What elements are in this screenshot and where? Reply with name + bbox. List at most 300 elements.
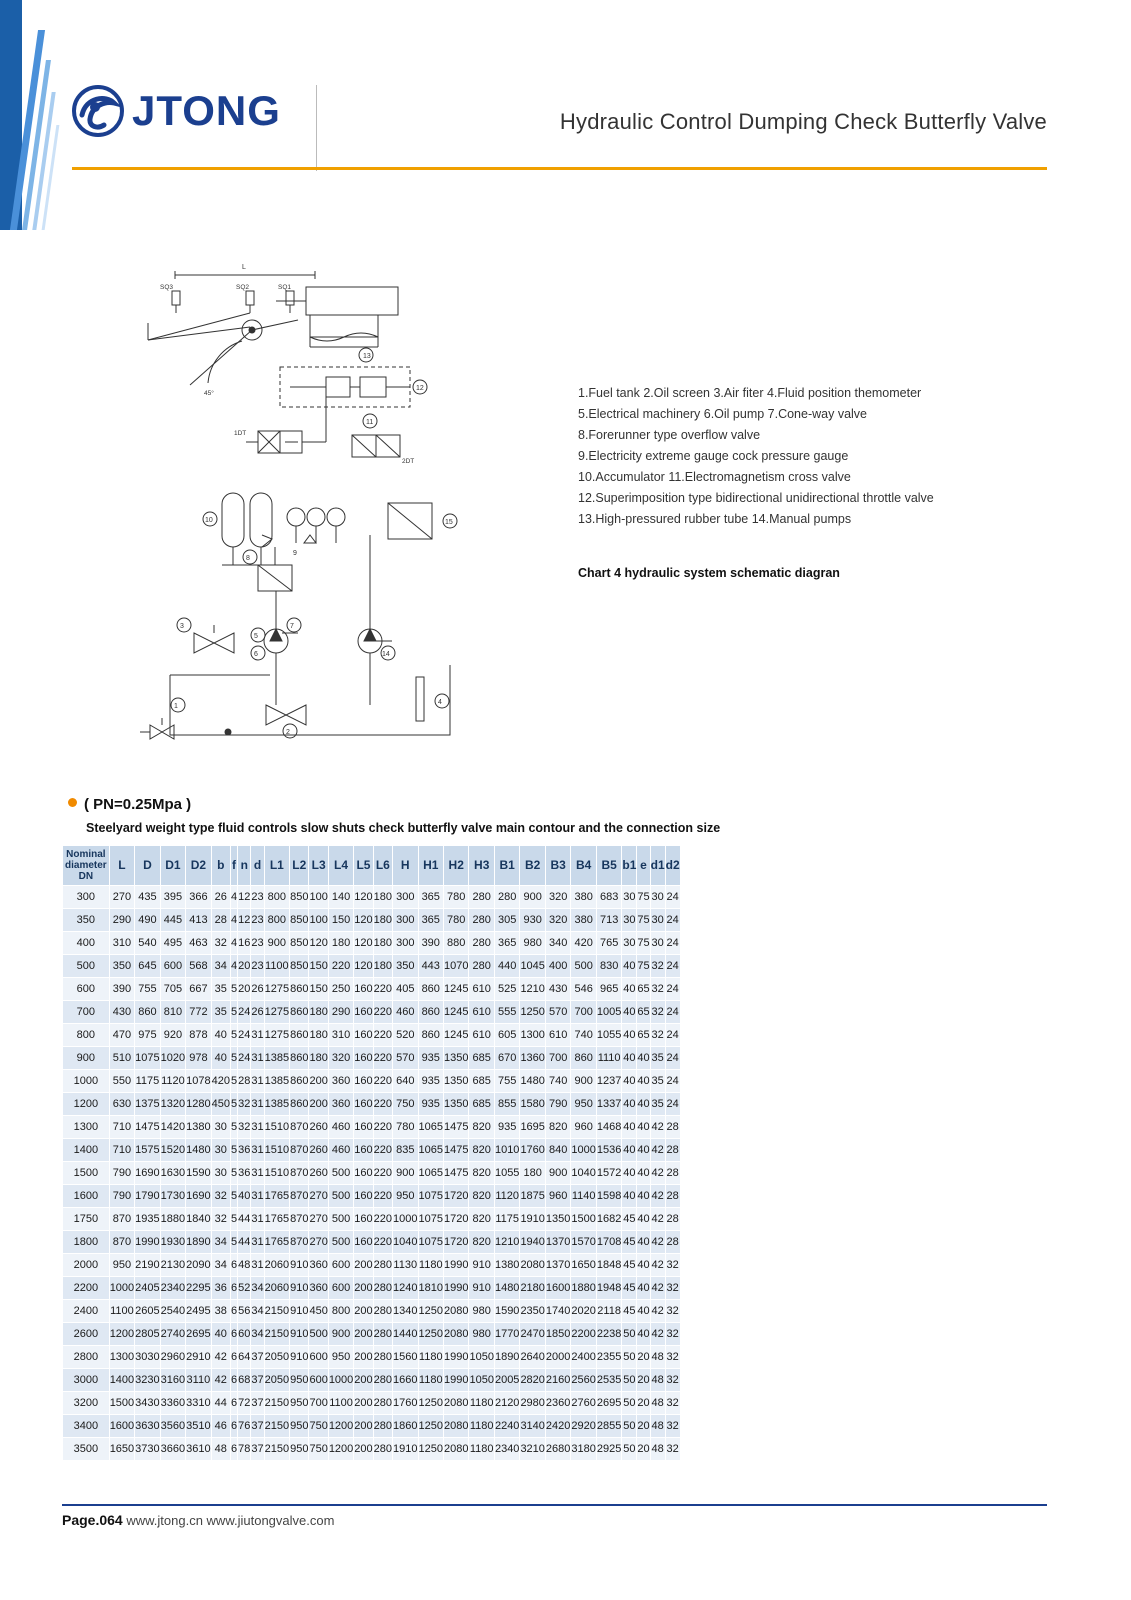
table-cell-dn: 2600 xyxy=(63,1323,110,1346)
table-cell: 280 xyxy=(469,955,494,978)
table-cell: 1385 xyxy=(264,1093,289,1116)
table-cell: 900 xyxy=(393,1162,418,1185)
table-cell: 200 xyxy=(354,1369,373,1392)
table-cell: 755 xyxy=(135,978,160,1001)
table-cell: 30 xyxy=(650,886,665,909)
table-cell: 365 xyxy=(418,886,443,909)
table-cell: 45 xyxy=(622,1277,637,1300)
table-header-cell: L xyxy=(109,846,134,886)
table-cell: 32 xyxy=(238,1093,251,1116)
table-cell-dn: 1200 xyxy=(63,1093,110,1116)
table-cell: 2980 xyxy=(520,1392,545,1415)
table-cell: 31 xyxy=(251,1208,264,1231)
table-cell: 40 xyxy=(637,1139,650,1162)
table-cell: 2340 xyxy=(494,1438,519,1461)
table-cell: 870 xyxy=(290,1231,309,1254)
table-cell: 935 xyxy=(418,1093,443,1116)
footer-websites: www.jtong.cn www.jiutongvalve.com xyxy=(126,1513,335,1528)
table-cell: 23 xyxy=(251,909,264,932)
table-cell: 830 xyxy=(596,955,621,978)
table-cell-dn: 1400 xyxy=(63,1139,110,1162)
svg-text:15: 15 xyxy=(445,519,453,526)
table-cell: 780 xyxy=(443,886,468,909)
table-cell: 35 xyxy=(650,1047,665,1070)
table-header-cell: d1 xyxy=(650,846,665,886)
table-cell: 605 xyxy=(494,1024,519,1047)
table-cell: 42 xyxy=(650,1254,665,1277)
table-cell: 31 xyxy=(251,1070,264,1093)
table-cell: 48 xyxy=(650,1438,665,1461)
table-cell: 160 xyxy=(354,978,373,1001)
table-cell: 790 xyxy=(109,1185,134,1208)
table-header-cell: b1 xyxy=(622,846,637,886)
table-cell: 1790 xyxy=(135,1185,160,1208)
table-cell: 405 xyxy=(393,978,418,1001)
table-cell: 40 xyxy=(637,1047,650,1070)
table-row xyxy=(63,1254,681,1277)
table-cell: 1100 xyxy=(328,1392,353,1415)
table-cell: 37 xyxy=(251,1346,264,1369)
table-cell: 28 xyxy=(211,909,230,932)
table-header-cell: D xyxy=(135,846,160,886)
table-cell: 34 xyxy=(211,1254,230,1277)
table-cell: 1120 xyxy=(160,1070,185,1093)
table-cell: 6 xyxy=(230,1323,237,1346)
table-cell: 42 xyxy=(211,1369,230,1392)
svg-text:3: 3 xyxy=(180,623,184,630)
table-cell: 850 xyxy=(290,886,309,909)
table-cell: 1130 xyxy=(393,1254,418,1277)
table-cell: 4 xyxy=(230,909,237,932)
table-cell: 1480 xyxy=(520,1070,545,1093)
table-cell: 1385 xyxy=(264,1047,289,1070)
table-cell: 72 xyxy=(238,1392,251,1415)
legend-line-6: 12.Superimposition type bidirectional unidirectional throttle valve xyxy=(578,491,934,505)
table-cell: 1350 xyxy=(443,1093,468,1116)
table-cell: 320 xyxy=(328,1047,353,1070)
table-cell: 2360 xyxy=(545,1392,570,1415)
table-cell: 1500 xyxy=(571,1208,596,1231)
table-cell: 950 xyxy=(290,1438,309,1461)
table-cell: 2190 xyxy=(135,1254,160,1277)
table-cell: 42 xyxy=(650,1185,665,1208)
table-cell: 48 xyxy=(650,1346,665,1369)
table-cell: 5 xyxy=(230,1024,237,1047)
table-cell: 683 xyxy=(596,886,621,909)
table-cell: 30 xyxy=(622,932,637,955)
table-cell: 20 xyxy=(238,955,251,978)
table-cell: 35 xyxy=(211,978,230,1001)
table-cell: 900 xyxy=(571,1070,596,1093)
table-cell: 5 xyxy=(230,1139,237,1162)
table-cell: 1050 xyxy=(469,1346,494,1369)
table-cell: 24 xyxy=(238,1001,251,1024)
table-cell-dn: 2200 xyxy=(63,1277,110,1300)
table-cell: 1180 xyxy=(469,1415,494,1438)
table-cell: 1200 xyxy=(109,1323,134,1346)
table-header-cell: D2 xyxy=(186,846,211,886)
table-cell: 395 xyxy=(160,886,185,909)
table-cell: 2150 xyxy=(264,1323,289,1346)
table-cell: 850 xyxy=(290,909,309,932)
table-cell: 20 xyxy=(637,1415,650,1438)
table-cell: 840 xyxy=(545,1139,570,1162)
table-cell: 78 xyxy=(238,1438,251,1461)
table-cell-dn: 2800 xyxy=(63,1346,110,1369)
svg-text:13: 13 xyxy=(363,353,371,360)
table-cell: 40 xyxy=(211,1047,230,1070)
table-cell: 50 xyxy=(622,1392,637,1415)
table-cell: 34 xyxy=(251,1323,264,1346)
table-cell: 2680 xyxy=(545,1438,570,1461)
table-cell-dn: 700 xyxy=(63,1001,110,1024)
table-cell: 2160 xyxy=(545,1369,570,1392)
table-cell: 870 xyxy=(290,1162,309,1185)
table-cell: 700 xyxy=(545,1047,570,1070)
table-cell: 2295 xyxy=(186,1277,211,1300)
table-cell: 1075 xyxy=(418,1185,443,1208)
table-cell: 40 xyxy=(211,1323,230,1346)
table-cell: 3560 xyxy=(160,1415,185,1438)
table-cell: 1695 xyxy=(520,1116,545,1139)
table-cell: 1210 xyxy=(520,978,545,1001)
page-footer xyxy=(62,1512,334,1528)
table-cell: 870 xyxy=(109,1208,134,1231)
table-cell: 430 xyxy=(545,978,570,1001)
table-cell: 420 xyxy=(571,932,596,955)
table-cell: 4 xyxy=(230,932,237,955)
table-cell: 540 xyxy=(135,932,160,955)
table-cell: 1245 xyxy=(443,1001,468,1024)
table-cell: 2090 xyxy=(186,1254,211,1277)
svg-text:14: 14 xyxy=(382,651,390,658)
table-cell: 600 xyxy=(309,1369,328,1392)
table-cell: 960 xyxy=(571,1116,596,1139)
table-cell: 950 xyxy=(290,1392,309,1415)
table-cell: 220 xyxy=(373,1001,392,1024)
table-cell: 38 xyxy=(211,1300,230,1323)
table-cell: 800 xyxy=(328,1300,353,1323)
table-cell-dn: 1800 xyxy=(63,1231,110,1254)
table-cell: 1075 xyxy=(418,1231,443,1254)
table-cell: 35 xyxy=(650,1070,665,1093)
table-cell: 220 xyxy=(373,1093,392,1116)
table-cell: 1180 xyxy=(418,1369,443,1392)
table-cell: 300 xyxy=(393,932,418,955)
table-cell: 270 xyxy=(109,886,134,909)
table-cell: 860 xyxy=(290,1001,309,1024)
table-cell: 24 xyxy=(238,1024,251,1047)
table-cell: 935 xyxy=(494,1116,519,1139)
table-cell: 40 xyxy=(637,1162,650,1185)
table-cell: 350 xyxy=(393,955,418,978)
table-cell: 3230 xyxy=(135,1369,160,1392)
table-header-cell: n xyxy=(238,846,251,886)
table-cell: 500 xyxy=(571,955,596,978)
table-cell: 670 xyxy=(494,1047,519,1070)
table-cell: 270 xyxy=(309,1231,328,1254)
table-cell: 2050 xyxy=(264,1369,289,1392)
table-cell: 76 xyxy=(238,1415,251,1438)
table-cell: 1180 xyxy=(469,1392,494,1415)
table-cell: 200 xyxy=(354,1346,373,1369)
table-cell: 500 xyxy=(328,1208,353,1231)
svg-text:9: 9 xyxy=(293,550,297,557)
table-cell: 140 xyxy=(328,886,353,909)
table-cell: 750 xyxy=(393,1093,418,1116)
table-cell: 2000 xyxy=(545,1346,570,1369)
svg-text:SQ3: SQ3 xyxy=(160,284,174,291)
table-cell: 1475 xyxy=(443,1162,468,1185)
table-cell: 2695 xyxy=(186,1323,211,1346)
table-row xyxy=(63,909,681,932)
table-cell: 1385 xyxy=(264,1070,289,1093)
table-cell: 31 xyxy=(251,1185,264,1208)
table-cell: 3660 xyxy=(160,1438,185,1461)
table-cell: 2060 xyxy=(264,1254,289,1277)
table-cell: 640 xyxy=(393,1070,418,1093)
table-cell: 26 xyxy=(251,978,264,1001)
diagram-legend xyxy=(578,383,1048,530)
table-cell: 960 xyxy=(545,1185,570,1208)
table-cell: 1370 xyxy=(545,1254,570,1277)
table-cell: 26 xyxy=(211,886,230,909)
table-cell: 20 xyxy=(637,1369,650,1392)
table-cell: 750 xyxy=(309,1415,328,1438)
table-cell: 1005 xyxy=(596,1001,621,1024)
svg-text:10: 10 xyxy=(205,517,213,524)
table-header-cell: D1 xyxy=(160,846,185,886)
table-cell: 1935 xyxy=(135,1208,160,1231)
table-cell-dn: 300 xyxy=(63,886,110,909)
table-cell: 40 xyxy=(637,1277,650,1300)
table-cell: 36 xyxy=(238,1162,251,1185)
table-cell: 180 xyxy=(373,932,392,955)
table-cell: 800 xyxy=(264,886,289,909)
table-cell: 1810 xyxy=(418,1277,443,1300)
table-cell: 28 xyxy=(665,1116,680,1139)
table-cell: 740 xyxy=(571,1024,596,1047)
table-cell: 260 xyxy=(309,1162,328,1185)
table-cell: 413 xyxy=(186,909,211,932)
table-cell: 1880 xyxy=(571,1277,596,1300)
table-cell-dn: 1300 xyxy=(63,1116,110,1139)
svg-text:1DT: 1DT xyxy=(234,430,247,437)
table-cell: 1740 xyxy=(545,1300,570,1323)
table-cell: 290 xyxy=(328,1001,353,1024)
table-header-cell: B2 xyxy=(520,846,545,886)
table-cell: 1350 xyxy=(443,1070,468,1093)
table-cell: 1440 xyxy=(393,1323,418,1346)
table-cell: 40 xyxy=(622,955,637,978)
table-cell: 37 xyxy=(251,1392,264,1415)
table-cell: 400 xyxy=(545,955,570,978)
table-cell: 32 xyxy=(238,1116,251,1139)
table-cell: 366 xyxy=(186,886,211,909)
table-cell: 32 xyxy=(650,1001,665,1024)
table-cell: 1275 xyxy=(264,1001,289,1024)
table-cell: 1660 xyxy=(393,1369,418,1392)
table-cell: 280 xyxy=(373,1323,392,1346)
table-cell: 390 xyxy=(418,932,443,955)
table-cell-dn: 800 xyxy=(63,1024,110,1047)
table-cell: 1468 xyxy=(596,1116,621,1139)
table-cell: 1050 xyxy=(469,1369,494,1392)
table-cell: 42 xyxy=(650,1277,665,1300)
table-cell: 835 xyxy=(393,1139,418,1162)
table-cell: 2535 xyxy=(596,1369,621,1392)
table-cell: 2150 xyxy=(264,1300,289,1323)
table-cell: 40 xyxy=(637,1231,650,1254)
table-cell: 40 xyxy=(622,1139,637,1162)
table-cell: 2150 xyxy=(264,1392,289,1415)
table-cell: 180 xyxy=(309,1001,328,1024)
table-cell: 180 xyxy=(520,1162,545,1185)
table-cell: 1055 xyxy=(596,1024,621,1047)
table-cell: 2560 xyxy=(571,1369,596,1392)
table-cell: 3360 xyxy=(160,1392,185,1415)
table-cell: 31 xyxy=(251,1139,264,1162)
table-cell: 950 xyxy=(109,1254,134,1277)
table-cell: 120 xyxy=(354,886,373,909)
table-cell: 1510 xyxy=(264,1162,289,1185)
table-cell: 32 xyxy=(211,1208,230,1231)
table-cell: 855 xyxy=(494,1093,519,1116)
table-cell: 23 xyxy=(251,955,264,978)
table-cell: 820 xyxy=(469,1116,494,1139)
table-cell: 1000 xyxy=(393,1208,418,1231)
table-header-row xyxy=(63,846,681,886)
table-cell: 910 xyxy=(290,1323,309,1346)
table-cell: 1360 xyxy=(520,1047,545,1070)
table-cell: 180 xyxy=(373,909,392,932)
table-cell: 28 xyxy=(665,1231,680,1254)
table-cell: 42 xyxy=(650,1162,665,1185)
table-cell: 2005 xyxy=(494,1369,519,1392)
table-cell: 980 xyxy=(469,1300,494,1323)
table-cell: 755 xyxy=(494,1070,519,1093)
table-cell: 2200 xyxy=(571,1323,596,1346)
table-cell: 100 xyxy=(309,886,328,909)
table-cell: 710 xyxy=(109,1116,134,1139)
table-cell: 180 xyxy=(373,955,392,978)
table-cell: 2855 xyxy=(596,1415,621,1438)
table-cell: 220 xyxy=(373,1162,392,1185)
table-cell: 1380 xyxy=(186,1116,211,1139)
table-row xyxy=(63,1369,681,1392)
table-cell: 390 xyxy=(109,978,134,1001)
table-cell: 1682 xyxy=(596,1208,621,1231)
table-cell: 1720 xyxy=(443,1208,468,1231)
table-cell: 280 xyxy=(373,1415,392,1438)
table-cell: 1140 xyxy=(571,1185,596,1208)
table-row xyxy=(63,932,681,955)
table-cell: 31 xyxy=(251,1162,264,1185)
table-cell: 28 xyxy=(665,1208,680,1231)
table-cell: 1245 xyxy=(443,1024,468,1047)
section-title xyxy=(68,796,191,813)
table-cell: 37 xyxy=(251,1438,264,1461)
table-cell: 500 xyxy=(328,1231,353,1254)
table-cell: 1000 xyxy=(109,1277,134,1300)
table-cell: 1120 xyxy=(494,1185,519,1208)
table-cell: 360 xyxy=(309,1254,328,1277)
table-cell: 1380 xyxy=(494,1254,519,1277)
table-cell: 490 xyxy=(135,909,160,932)
table-cell: 870 xyxy=(290,1185,309,1208)
table-cell: 568 xyxy=(186,955,211,978)
table-row xyxy=(63,1346,681,1369)
table-cell: 40 xyxy=(637,1323,650,1346)
table-cell: 280 xyxy=(373,1346,392,1369)
table-cell: 5 xyxy=(230,1047,237,1070)
table-cell: 1300 xyxy=(520,1024,545,1047)
table-cell: 790 xyxy=(109,1162,134,1185)
table-cell: 48 xyxy=(238,1254,251,1277)
table-header-cell: d xyxy=(251,846,264,886)
table-cell: 1850 xyxy=(545,1323,570,1346)
table-cell: 120 xyxy=(309,932,328,955)
table-row xyxy=(63,1001,681,1024)
table-cell: 772 xyxy=(186,1001,211,1024)
table-cell: 1590 xyxy=(494,1300,519,1323)
dimension-table xyxy=(62,845,681,1461)
table-header-cell: d2 xyxy=(665,846,680,886)
table-cell: 570 xyxy=(393,1047,418,1070)
table-cell: 965 xyxy=(596,978,621,1001)
table-cell: 1848 xyxy=(596,1254,621,1277)
table-cell: 1420 xyxy=(160,1116,185,1139)
table-cell: 37 xyxy=(251,1369,264,1392)
table-cell: 75 xyxy=(637,955,650,978)
table-cell: 880 xyxy=(443,932,468,955)
table-cell: 40 xyxy=(637,1300,650,1323)
legend-line-7: 13.High-pressured rubber tube 14.Manual pumps xyxy=(578,512,852,526)
table-cell: 5 xyxy=(230,1231,237,1254)
table-cell: 1350 xyxy=(545,1208,570,1231)
table-cell: 31 xyxy=(251,1231,264,1254)
table-cell: 430 xyxy=(109,1001,134,1024)
table-cell: 1940 xyxy=(520,1231,545,1254)
table-row xyxy=(63,955,681,978)
table-cell: 860 xyxy=(290,978,309,1001)
table-cell-dn: 600 xyxy=(63,978,110,1001)
table-cell: 1045 xyxy=(520,955,545,978)
table-cell: 6 xyxy=(230,1346,237,1369)
table-cell: 24 xyxy=(665,932,680,955)
table-cell: 32 xyxy=(650,955,665,978)
table-row xyxy=(63,1024,681,1047)
table-cell: 463 xyxy=(186,932,211,955)
table-cell: 31 xyxy=(251,1116,264,1139)
table-cell: 1880 xyxy=(160,1208,185,1231)
table-cell: 1275 xyxy=(264,978,289,1001)
table-cell: 30 xyxy=(622,886,637,909)
table-cell: 16 xyxy=(238,932,251,955)
table-row xyxy=(63,1093,681,1116)
table-cell: 26 xyxy=(251,1001,264,1024)
table-cell: 935 xyxy=(418,1070,443,1093)
table-cell: 3180 xyxy=(571,1438,596,1461)
table-cell: 2080 xyxy=(443,1300,468,1323)
table-cell: 1065 xyxy=(418,1139,443,1162)
table-header-cell: H xyxy=(393,846,418,886)
svg-text:45°: 45° xyxy=(204,390,214,397)
table-cell: 1375 xyxy=(135,1093,160,1116)
table-cell: 280 xyxy=(373,1254,392,1277)
table-cell: 978 xyxy=(186,1047,211,1070)
table-cell: 950 xyxy=(393,1185,418,1208)
